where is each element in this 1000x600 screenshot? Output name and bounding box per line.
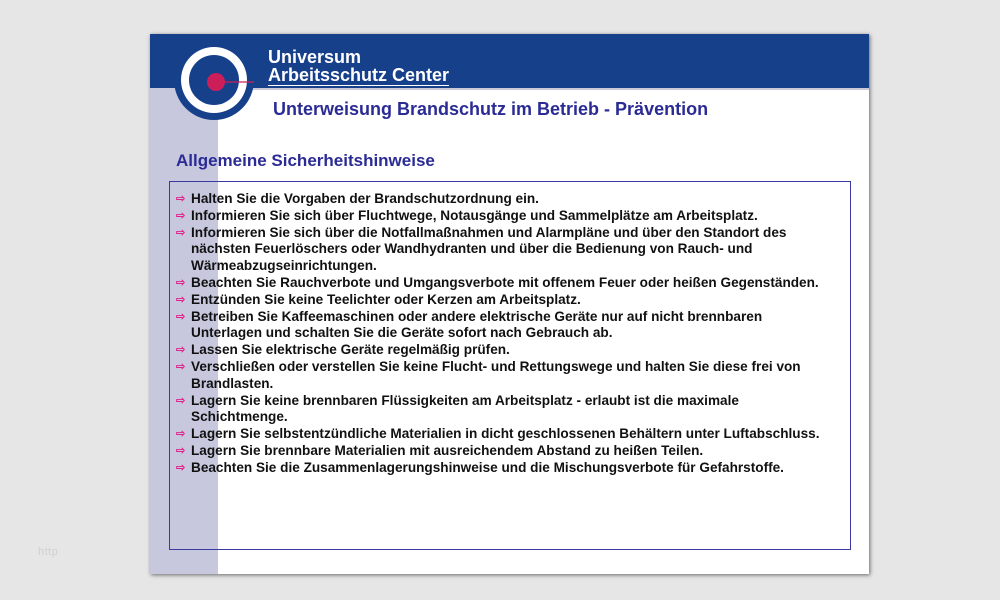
hint-item <box>176 309 836 343</box>
presentation-title: Unterweisung Brandschutz im Betrieb - Prävention <box>273 99 709 119</box>
brand-name <box>268 48 449 86</box>
hint-text: Halten Sie die Vorgaben der Brandschutzordnung ein. <box>191 191 539 206</box>
brand-line-2: Arbeitsschutz Center <box>268 65 450 85</box>
hint-text: Beachten Sie die Zusammenlagerungshinweise und die Mischungsverbote für Gefahrstoffe. <box>191 459 784 475</box>
hint-item <box>176 275 836 292</box>
hint-item <box>176 208 836 225</box>
hint-text: Informieren Sie sich über Fluchtwege, Notausgänge und Sammelplätze am Arbeitsplatz. <box>191 207 758 223</box>
hint-text: Informieren Sie sich über die Notfallmaßnahmen und Alarmpläne und über den Standort des nächsten Feuerlöschers oder Wandhydranten und über die Bedienung von Rauch- und Wärmeabzugseinrichtungen. <box>191 224 787 274</box>
hint-text: Entzünden Sie keine Teelichter oder Kerzen am Arbeitsplatz. <box>191 291 581 307</box>
hint-text: Beachten Sie Rauchverbote und Umgangsverbote mit offenem Feuer oder heißen Gegenständen. <box>191 274 819 290</box>
arrow-right-outline-icon: ⇨ <box>176 276 186 289</box>
arrow-right-outline-icon: ⇨ <box>176 428 186 441</box>
header-divider <box>218 88 869 90</box>
hint-text: Lagern Sie keine brennbaren Flüssigkeiten am Arbeitsplatz - erlaubt ist die maximale Schichtmenge. <box>191 392 739 425</box>
header-band <box>150 34 869 88</box>
arrow-right-outline-icon: ⇨ <box>176 394 186 407</box>
hint-item <box>176 342 836 359</box>
arrow-right-outline-icon: ⇨ <box>176 193 186 205</box>
arrow-right-outline-icon: ⇨ <box>176 226 186 239</box>
hint-text: Verschließen oder verstellen Sie keine Flucht- und Rettungswege und halten Sie diese frei von Brandlasten. <box>191 358 801 391</box>
arrow-right-outline-icon: ⇨ <box>176 310 186 323</box>
arrow-right-outline-icon: ⇨ <box>176 461 186 474</box>
arrow-right-outline-icon: ⇨ <box>176 293 186 306</box>
hint-text: Betreiben Sie Kaffeemaschinen oder andere elektrische Geräte nur auf nicht brennbaren Unterlagen und schalten Sie die Geräte sofort nach Gebrauch ab. <box>191 308 763 341</box>
hint-item <box>176 292 836 309</box>
hint-item <box>176 359 836 393</box>
section-title: Allgemeine Sicherheitshinweise <box>176 151 435 170</box>
hint-list <box>176 191 836 477</box>
brand-line-1: Universum <box>268 47 362 67</box>
slide <box>150 34 869 574</box>
arrow-right-outline-icon: ⇨ <box>176 360 186 373</box>
hint-item <box>176 426 836 443</box>
hint-item <box>176 393 836 427</box>
hint-item <box>176 191 836 208</box>
arrow-right-outline-icon: ⇨ <box>176 344 186 357</box>
hint-text: Lagern Sie brennbare Materialien mit ausreichendem Abstand zu heißen Teilen. <box>191 442 704 458</box>
hint-item <box>176 443 836 460</box>
hint-item <box>176 460 836 477</box>
hint-text: Lagern Sie selbstentzündliche Materialien in dicht geschlossenen Behältern unter Luftabschluss. <box>191 426 820 442</box>
logo-target-icon <box>174 40 254 120</box>
arrow-right-outline-icon: ⇨ <box>176 444 186 457</box>
arrow-right-outline-icon: ⇨ <box>176 209 186 222</box>
watermark: http <box>38 546 59 558</box>
hints-box <box>169 181 851 550</box>
hint-item <box>176 225 836 275</box>
hint-text: Lassen Sie elektrische Geräte regelmäßig prüfen. <box>191 342 510 358</box>
